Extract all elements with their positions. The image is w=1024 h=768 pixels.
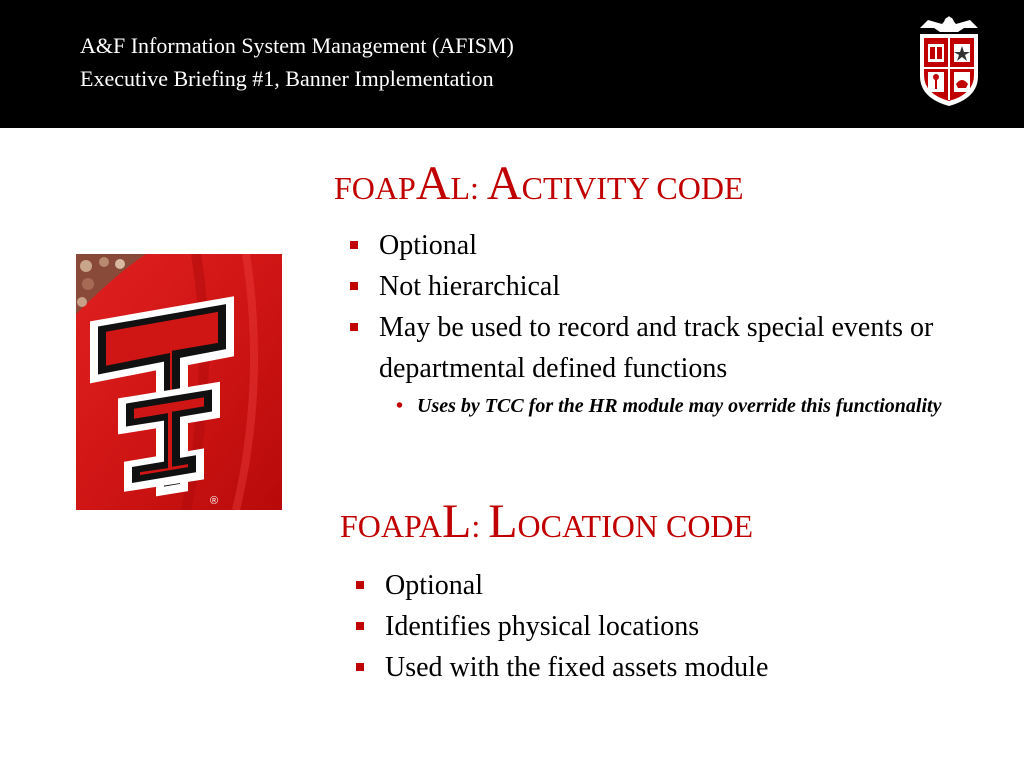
bullet-square-icon: [350, 282, 358, 290]
header-title-line-2: Executive Briefing #1, Banner Implementation: [80, 66, 494, 91]
header-bar: [0, 0, 1024, 128]
location-bullet-list: [356, 565, 976, 688]
double-t-flag-photo: [76, 254, 282, 510]
texas-tech-shield-logo: [914, 14, 984, 108]
svg-text:®: ®: [210, 495, 219, 507]
bullet-square-icon: [356, 663, 364, 671]
heading-location-code: FOAPAL: LOCATION CODE: [340, 495, 754, 548]
header-title-line-1: A&F Information System Management (AFISM): [80, 33, 514, 58]
bullet-square-icon: [356, 581, 364, 589]
list-item: Used with the fixed assets module: [356, 647, 976, 688]
list-item: Not hierarchical: [350, 266, 970, 307]
bullet-square-icon: [350, 241, 358, 249]
list-item: Optional: [350, 225, 970, 266]
bullet-square-icon: [356, 622, 364, 630]
activity-sub-bullet: • Uses by TCC for the HR module may override this functionality: [396, 392, 976, 421]
bullet-square-icon: [350, 323, 358, 331]
list-item: Optional: [356, 565, 976, 606]
bullet-dot-icon: •: [396, 395, 404, 417]
activity-bullet-list: [350, 225, 970, 389]
heading-activity-code: FOAPAL: ACTIVITY CODE: [334, 157, 744, 210]
list-item: Identifies physical locations: [356, 606, 976, 647]
list-item: May be used to record and track special events or departmental defined functions: [350, 307, 970, 389]
